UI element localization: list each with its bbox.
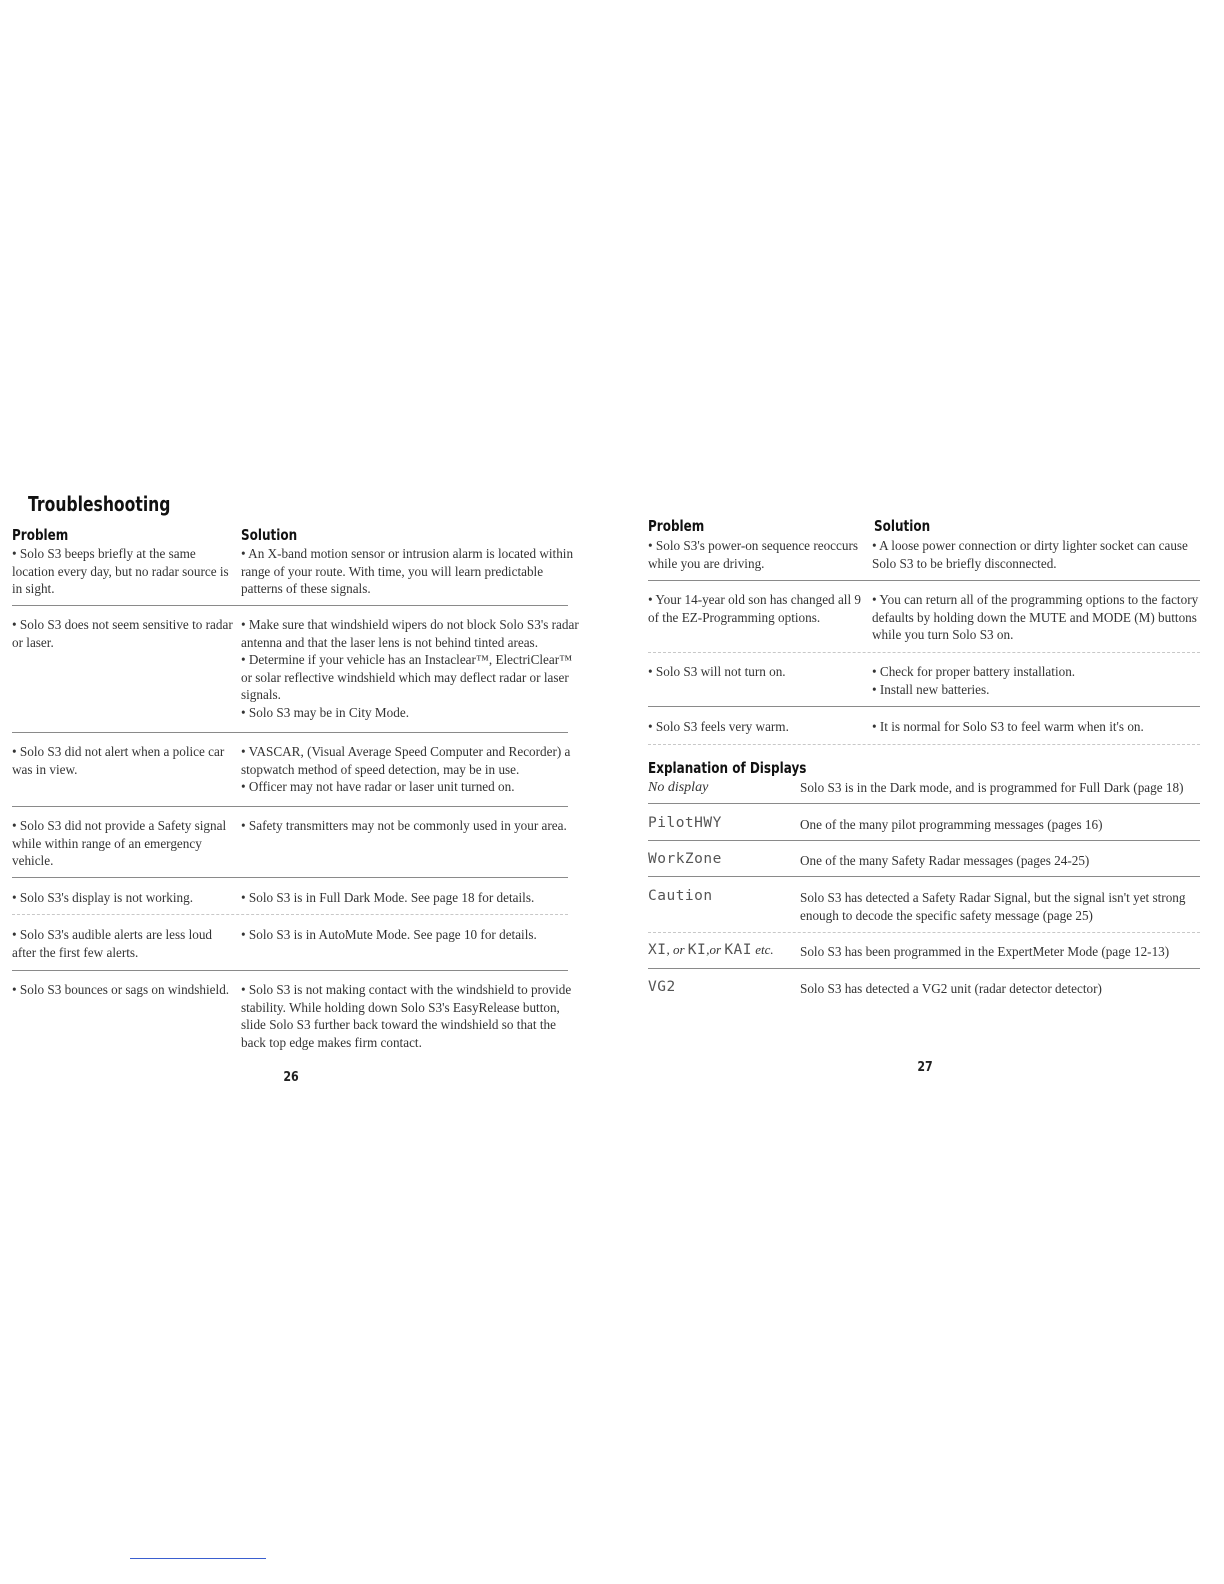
page-number: 27 xyxy=(917,1060,933,1075)
display-meaning: Solo S3 has detected a Safety Radar Signal, but the signal isn't yet strong enough to decode the specific safety message (page 25) xyxy=(800,890,1186,923)
problem-cell: • Your 14-year old son has changed all 9 of the EZ-Programming options. xyxy=(648,592,862,625)
display-meaning: Solo S3 has detected a VG2 unit (radar detector detector) xyxy=(800,981,1102,996)
problem-cell: • Solo S3 does not seem sensitive to radar or laser. xyxy=(12,617,233,650)
problem-cell: • Solo S3 beeps briefly at the same location every day, but no radar source is in sight. xyxy=(12,546,229,596)
problem-header: Problem xyxy=(12,526,69,544)
row-divider xyxy=(12,877,568,878)
display-meaning: One of the many pilot programming messages (pages 16) xyxy=(800,817,1103,832)
problem-cell: • Solo S3 bounces or sags on windshield. xyxy=(12,982,230,997)
problem-cell: • Solo S3 did not provide a Safety signal while within range of an emergency vehicle. xyxy=(12,818,227,868)
row-divider xyxy=(648,803,1200,804)
row-divider xyxy=(648,840,1200,841)
problem-cell: • Solo S3 feels very warm. xyxy=(648,719,789,734)
display-vg2: VG2 xyxy=(648,979,676,995)
row-divider xyxy=(12,914,568,915)
display-no-display: No display xyxy=(648,780,709,795)
row-divider xyxy=(648,968,1200,969)
problem-cell: • Solo S3 did not alert when a police car was in view. xyxy=(12,744,225,777)
solution-cell: • Solo S3 is in Full Dark Mode. See page 18 for details. xyxy=(241,890,535,905)
problem-cell: • Solo S3's audible alerts are less loud after the first few alerts. xyxy=(12,927,213,960)
problem-header: Problem xyxy=(648,517,705,535)
problem-cell: • Solo S3's power-on sequence reoccurs while you are driving. xyxy=(648,538,858,571)
row-divider xyxy=(648,876,1200,877)
solution-cell: • VASCAR, (Visual Average Speed Computer and Recorder) a stopwatch method of speed detection, may be in use. • Officer may not have radar or laser unit turned on. xyxy=(241,744,571,794)
row-divider xyxy=(12,732,568,733)
row-divider xyxy=(648,706,1200,707)
row-divider xyxy=(648,652,1200,653)
solution-cell: • Solo S3 is not making contact with the windshield to provide stability. While holding down Solo S3's EasyRelease button, slide Solo S3 further back toward the windshield so that the back top edge makes firm contact. xyxy=(241,982,572,1050)
solution-cell: • Solo S3 is in AutoMute Mode. See page 10 for details. xyxy=(241,927,537,942)
solution-cell: • An X-band motion sensor or intrusion alarm is located within range of your route. With time, you will learn predictable patterns of these signals. xyxy=(241,546,574,596)
solution-header: Solution xyxy=(241,526,298,544)
problem-cell: • Solo S3 will not turn on. xyxy=(648,664,786,679)
display-meaning: Solo S3 is in the Dark mode, and is programmed for Full Dark (page 18) xyxy=(800,780,1184,795)
row-divider xyxy=(648,580,1200,581)
displays-title: Explanation of Displays xyxy=(648,759,807,777)
solution-cell: • It is normal for Solo S3 to feel warm when it's on. xyxy=(872,719,1144,734)
row-divider xyxy=(12,605,568,606)
display-expertmeter: XI, or KI,or KAI etc. xyxy=(648,942,774,958)
problem-cell: • Solo S3's display is not working. xyxy=(12,890,194,905)
solution-cell: • You can return all of the programming options to the factory defaults by holding down the MUTE and MODE (M) buttons while you turn Solo S3 on. xyxy=(872,592,1199,642)
solution-cell: • Make sure that windshield wipers do not block Solo S3's radar antenna and that the laser lens is not behind tinted areas. • Determine if your vehicle has an Instaclear™, ElectriClear™ or solar reflective windshield which may deflect radar or laser signals. • Solo S3 may be in City Mode. xyxy=(241,617,579,720)
display-meaning: Solo S3 has been programmed in the ExpertMeter Mode (page 12-13) xyxy=(800,944,1170,959)
solution-header: Solution xyxy=(874,517,931,535)
footer-underline xyxy=(130,1558,266,1559)
display-workzone: WorkZone xyxy=(648,851,722,867)
troubleshooting-title: Troubleshooting xyxy=(28,492,171,516)
display-caution: Caution xyxy=(648,888,713,904)
row-divider xyxy=(648,744,1200,745)
solution-cell: • Safety transmitters may not be commonly used in your area. xyxy=(241,818,567,833)
row-divider xyxy=(12,806,568,807)
solution-cell: • A loose power connection or dirty lighter socket can cause Solo S3 to be briefly disconnected. xyxy=(872,538,1188,571)
page-number: 26 xyxy=(283,1070,299,1085)
row-divider xyxy=(648,932,1200,933)
row-divider xyxy=(12,970,568,971)
solution-cell: • Check for proper battery installation. • Install new batteries. xyxy=(872,664,1076,697)
display-meaning: One of the many Safety Radar messages (pages 24-25) xyxy=(800,853,1090,868)
display-pilothwy: PilotHWY xyxy=(648,815,722,831)
